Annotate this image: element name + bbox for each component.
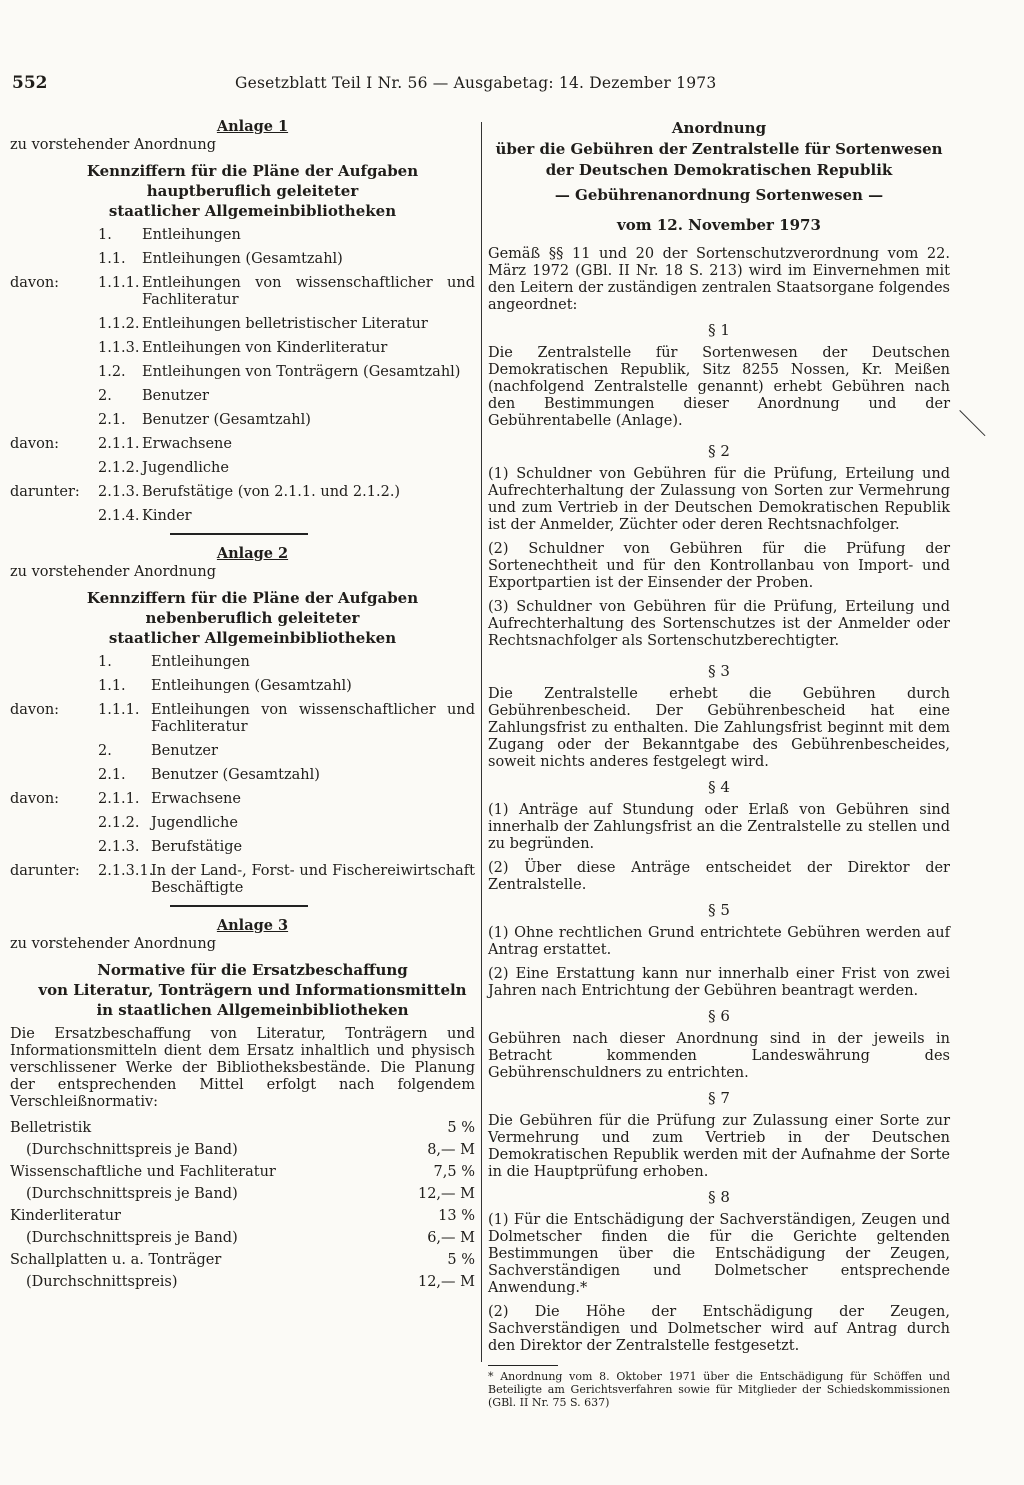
ordinance-title-line: Anordnung: [671, 119, 767, 137]
rate-value: 13 %: [438, 1208, 475, 1224]
section-paragraph: (1) Für die Entschädigung der Sachverständigen, Zeugen und Dolmetscher finden die für die Gerichte geltenden Bestimmungen über die Entschädigung der Zeugen, Sachverständigen und Dolmetscher entsprechende Anwendung.*: [488, 1212, 950, 1296]
anlage-2-list: [10, 654, 475, 897]
list-item: [10, 815, 475, 832]
page-header-title: Gesetzblatt Teil I Nr. 56 — Ausgabetag: 14. Dezember 1973: [235, 74, 717, 92]
section-separator: [170, 905, 308, 907]
list-item-number: 1.1.: [98, 678, 126, 694]
anlage-1-subtitle: zu vorstehender Anordnung: [10, 137, 217, 153]
list-item: [10, 251, 475, 268]
anlage-3-label: Anlage 3: [216, 917, 289, 934]
section-paragraph: Die Zentralstelle erhebt die Gebühren durch Gebührenbescheid. Der Gebührenbescheid hat eine Zahlungsfrist zu enthalten. Die Zahlungsfrist beginnt mit dem Zugang oder der Bekanntgabe des Gebührenbescheides, soweit nichts anderes festgelegt wird.: [488, 686, 950, 770]
list-item: [10, 743, 475, 760]
list-item: [10, 460, 475, 477]
page-number: 552: [12, 73, 48, 93]
list-item-number: 2.1.2.: [98, 460, 140, 476]
margin-stroke: [959, 410, 985, 436]
list-item-text: Benutzer: [151, 743, 218, 759]
list-item-prefix: davon:: [10, 436, 60, 452]
section-paragraph: (1) Ohne rechtlichen Grund entrichtete Gebühren werden auf Antrag erstattet.: [488, 925, 950, 958]
rate-row: [10, 1161, 475, 1183]
rate-value: 12,— M: [417, 1274, 475, 1290]
rate-value: 12,— M: [417, 1186, 475, 1202]
anlage-2: [10, 545, 475, 907]
list-item-text: Entleihungen von wissenschaftlicher und Fachliteratur: [151, 702, 475, 735]
anlage-3-title: [10, 960, 475, 1020]
rate-label: (Durchschnittspreis je Band): [26, 1142, 238, 1158]
ordinance-date: vom 12. November 1973: [617, 216, 821, 234]
list-item-text: Entleihungen (Gesamtzahl): [151, 678, 352, 694]
rate-row: [10, 1227, 475, 1249]
anlage-1-title-line: staatlicher Allgemeinbibliotheken: [108, 202, 397, 220]
list-item-text: Jugendliche: [151, 815, 238, 831]
list-item-prefix: [10, 678, 98, 695]
list-item-number: 1.1.1.: [98, 702, 140, 718]
rate-row: [10, 1271, 475, 1293]
list-item-number: 1.1.1.: [98, 275, 140, 291]
anlage-2-title-line: nebenberuflich geleiteter: [145, 609, 360, 627]
list-item-prefix: [10, 815, 98, 832]
list-item-text: Benutzer (Gesamtzahl): [151, 767, 320, 783]
ordinance-title-line: der Deutschen Demokratischen Republik: [545, 161, 893, 179]
list-item-text: Entleihungen von wissenschaftlicher und Fachliteratur: [142, 275, 475, 308]
list-item: [10, 839, 475, 856]
list-item-prefix: [10, 251, 98, 268]
list-item-number: 2.1.2.: [98, 815, 140, 831]
column-divider: [481, 122, 482, 1362]
rate-row: [10, 1117, 475, 1139]
right-column: [488, 118, 950, 1409]
section-paragraph: (3) Schuldner von Gebühren für die Prüfung, Erteilung und Aufrechterhaltung des Sortenschutzes ist der Anmelder oder Rechtsnachfolger als Sortenschutzberechtigter.: [488, 599, 950, 649]
list-item-text: Entleihungen von Tonträgern (Gesamtzahl): [142, 364, 461, 380]
rate-label: (Durchschnittspreis je Band): [26, 1230, 238, 1246]
list-item-prefix: [10, 654, 98, 671]
section-heading: § 8: [708, 1188, 730, 1206]
ordinance-title-line: über die Gebühren der Zentralstelle für Sortenwesen: [495, 140, 943, 158]
section-heading: § 6: [708, 1007, 730, 1025]
list-item-prefix: [10, 839, 98, 856]
rate-label: Wissenschaftliche und Fachliteratur: [10, 1164, 276, 1180]
list-item-prefix: [10, 460, 98, 477]
ordinance-title-line: — Gebührenanordnung Sortenwesen —: [554, 186, 884, 204]
list-item-number: 2.1.1.: [98, 791, 140, 807]
list-item-prefix: [10, 316, 98, 333]
preamble: Gemäß §§ 11 und 20 der Sortenschutzverordnung vom 22. März 1972 (GBl. II Nr. 18 S. 213) wird im Einvernehmen mit den Leitern der zuständigen zentralen Staatsorgane folgendes angeordnet:: [488, 246, 950, 313]
list-item-prefix: [10, 412, 98, 429]
list-item: [10, 767, 475, 784]
anlage-2-subtitle: zu vorstehender Anordnung: [10, 564, 217, 580]
list-item: [10, 654, 475, 671]
list-item-text: Entleihungen: [142, 227, 241, 243]
anlage-2-label: Anlage 2: [216, 545, 289, 562]
list-item-prefix: [10, 227, 98, 244]
list-item-number: 2.: [98, 388, 112, 404]
list-item-text: Berufstätige: [151, 839, 243, 855]
rate-label: (Durchschnittspreis): [26, 1274, 178, 1290]
list-item-number: 2.1.3.: [98, 839, 140, 855]
list-item-number: 2.: [98, 743, 112, 759]
anlage-3-title-line: in staatlichen Allgemeinbibliotheken: [96, 1001, 409, 1019]
list-item: [10, 791, 475, 808]
list-item-prefix: [10, 767, 98, 784]
anlage-1-title: [10, 161, 475, 221]
list-item-text: Entleihungen: [151, 654, 250, 670]
list-item: [10, 436, 475, 453]
footnote-rule: [488, 1365, 558, 1366]
list-item-number: 1.: [98, 654, 112, 670]
section-heading: § 3: [708, 662, 730, 680]
list-item: [10, 275, 475, 309]
section-paragraph: (2) Schuldner von Gebühren für die Prüfung der Sortenechtheit und für den Kontrollanbau von Import- und Exportpartien ist der Einsender der Proben.: [488, 541, 950, 591]
rate-value: 5 %: [447, 1120, 475, 1136]
list-item-prefix: davon:: [10, 702, 60, 718]
ordinance-title: [488, 118, 950, 206]
list-item-number: 2.1.3.1.: [98, 863, 154, 879]
section-paragraph: (1) Schuldner von Gebühren für die Prüfung, Erteilung und Aufrechterhaltung der Zulassung von Sorten zur Vermehrung und zum Vertrieb in der Deutschen Demokratischen Republik ist der Anmelder, Züchter oder deren Rechtsnachfolger.: [488, 466, 950, 533]
section-heading: § 7: [708, 1089, 730, 1107]
rate-value: 7,5 %: [433, 1164, 475, 1180]
list-item-text: Entleihungen belletristischer Literatur: [142, 316, 428, 332]
list-item-text: Benutzer (Gesamtzahl): [142, 412, 311, 428]
anlage-1-title-line: Kennziffern für die Pläne der Aufgaben: [86, 162, 419, 180]
list-item-number: 2.1.3.: [98, 484, 140, 500]
list-item-text: Kinder: [142, 508, 192, 524]
anlage-2-title: [10, 588, 475, 648]
list-item: [10, 678, 475, 695]
anlage-2-title-line: Kennziffern für die Pläne der Aufgaben: [86, 589, 419, 607]
list-item-number: 2.1.: [98, 767, 126, 783]
list-item-prefix: [10, 388, 98, 405]
rate-row: [10, 1249, 475, 1271]
list-item-prefix: davon:: [10, 275, 60, 291]
list-item-prefix: darunter:: [10, 863, 80, 879]
list-item-number: 1.1.2.: [98, 316, 140, 332]
section-paragraph: (2) Eine Erstattung kann nur innerhalb einer Frist von zwei Jahren nach Entrichtung der Gebühren beantragt werden.: [488, 966, 950, 999]
anlage-1-title-line: hauptberuflich geleiteter: [146, 182, 359, 200]
rate-value: 6,— M: [427, 1230, 475, 1246]
list-item: [10, 340, 475, 357]
section-paragraph: Die Gebühren für die Prüfung zur Zulassung einer Sorte zur Vermehrung und zum Vertrieb in der Deutschen Demokratischen Republik werden mit der Aufnahme der Sorte in die Hauptprüfung erhoben.: [488, 1113, 950, 1180]
anlage-1-list: [10, 227, 475, 525]
list-item-prefix: darunter:: [10, 484, 80, 500]
list-item-prefix: [10, 364, 98, 381]
section-paragraph: Gebühren nach dieser Anordnung sind in der jeweils in Betracht kommenden Landeswährung des Gebührenschuldners zu entrichten.: [488, 1031, 950, 1081]
section-heading: § 5: [708, 901, 730, 919]
rate-label: Kinderliteratur: [10, 1208, 121, 1224]
list-item-prefix: [10, 340, 98, 357]
section-heading: § 1: [708, 321, 730, 339]
list-item: [10, 412, 475, 429]
list-item-prefix: [10, 743, 98, 760]
section-paragraph: (2) Über diese Anträge entscheidet der Direktor der Zentralstelle.: [488, 860, 950, 893]
section-paragraph: (2) Die Höhe der Entschädigung der Zeugen, Sachverständigen und Dolmetscher wird auf Antrag durch den Direktor der Zentralstelle festgesetzt.: [488, 1304, 950, 1354]
list-item: [10, 227, 475, 244]
list-item-number: 1.: [98, 227, 112, 243]
rate-row: [10, 1183, 475, 1205]
list-item-number: 1.1.3.: [98, 340, 140, 356]
rate-value: 5 %: [447, 1252, 475, 1268]
list-item-text: Erwachsene: [142, 436, 232, 452]
list-item-number: 2.1.4.: [98, 508, 140, 524]
list-item: [10, 702, 475, 736]
anlage-3: [10, 917, 475, 1293]
section-heading: § 2: [708, 442, 730, 460]
list-item-number: 2.1.1.: [98, 436, 140, 452]
rate-row: [10, 1205, 475, 1227]
list-item-text: Entleihungen von Kinderliteratur: [142, 340, 388, 356]
list-item: [10, 508, 475, 525]
list-item-text: Benutzer: [142, 388, 209, 404]
rate-label: Belletristik: [10, 1120, 92, 1136]
rate-label: (Durchschnittspreis je Band): [26, 1186, 238, 1202]
anlage-1-label: Anlage 1: [216, 118, 289, 135]
anlage-3-intro: Die Ersatzbeschaffung von Literatur, Tonträgern und Informationsmitteln dient dem Ersatz inhaltlich und physisch verschlissener Werke der Bibliotheksbestände. Die Planung der entsprechenden Mittel erfolgt nach folgendem Verschleißnormativ:: [10, 1026, 475, 1110]
footnote: * Anordnung vom 8. Oktober 1971 über die Entschädigung für Schöffen und Beteiligte am Gerichtsverfahren sowie für Mitglieder der Schiedskommissionen (GBl. II Nr. 75 S. 637): [488, 1370, 950, 1409]
section-paragraph: Die Zentralstelle für Sortenwesen der Deutschen Demokratischen Republik, Sitz 8255 Nossen, Kr. Meißen (nachfolgend Zentralstelle genannt) erhebt Gebühren nach den Bestimmungen dieser Anordnung und der Gebührentabelle (Anlage).: [488, 345, 950, 429]
anlage-3-subtitle: zu vorstehender Anordnung: [10, 936, 217, 952]
list-item: [10, 863, 475, 897]
list-item: [10, 316, 475, 333]
rate-table: [10, 1117, 475, 1293]
list-item-prefix: [10, 508, 98, 525]
rate-value: 8,— M: [427, 1142, 475, 1158]
section-heading: § 4: [708, 778, 730, 796]
rate-row: [10, 1139, 475, 1161]
list-item-number: 2.1.: [98, 412, 126, 428]
list-item: [10, 484, 475, 501]
section-separator: [170, 533, 308, 535]
anlage-2-title-line: staatlicher Allgemeinbibliotheken: [108, 629, 397, 647]
list-item-number: 1.2.: [98, 364, 126, 380]
anlage-1: [10, 118, 475, 535]
left-column: [10, 118, 475, 1293]
list-item: [10, 388, 475, 405]
section-paragraph: (1) Anträge auf Stundung oder Erlaß von Gebühren sind innerhalb der Zahlungsfrist an die Zentralstelle zu stellen und zu begründen.: [488, 802, 950, 852]
list-item-prefix: davon:: [10, 791, 60, 807]
list-item-text: Berufstätige (von 2.1.1. und 2.1.2.): [142, 484, 401, 500]
list-item-text: Entleihungen (Gesamtzahl): [142, 251, 343, 267]
list-item-text: Erwachsene: [151, 791, 241, 807]
list-item: [10, 364, 475, 381]
list-item-text: In der Land-, Forst- und Fischereiwirtschaft Beschäftigte: [151, 863, 475, 896]
rate-label: Schallplatten u. a. Tonträger: [10, 1252, 222, 1268]
anlage-3-title-line: von Literatur, Tonträgern und Informationsmitteln: [38, 981, 467, 999]
anlage-3-title-line: Normative für die Ersatzbeschaffung: [97, 961, 408, 979]
list-item-text: Jugendliche: [142, 460, 229, 476]
list-item-number: 1.1.: [98, 251, 126, 267]
